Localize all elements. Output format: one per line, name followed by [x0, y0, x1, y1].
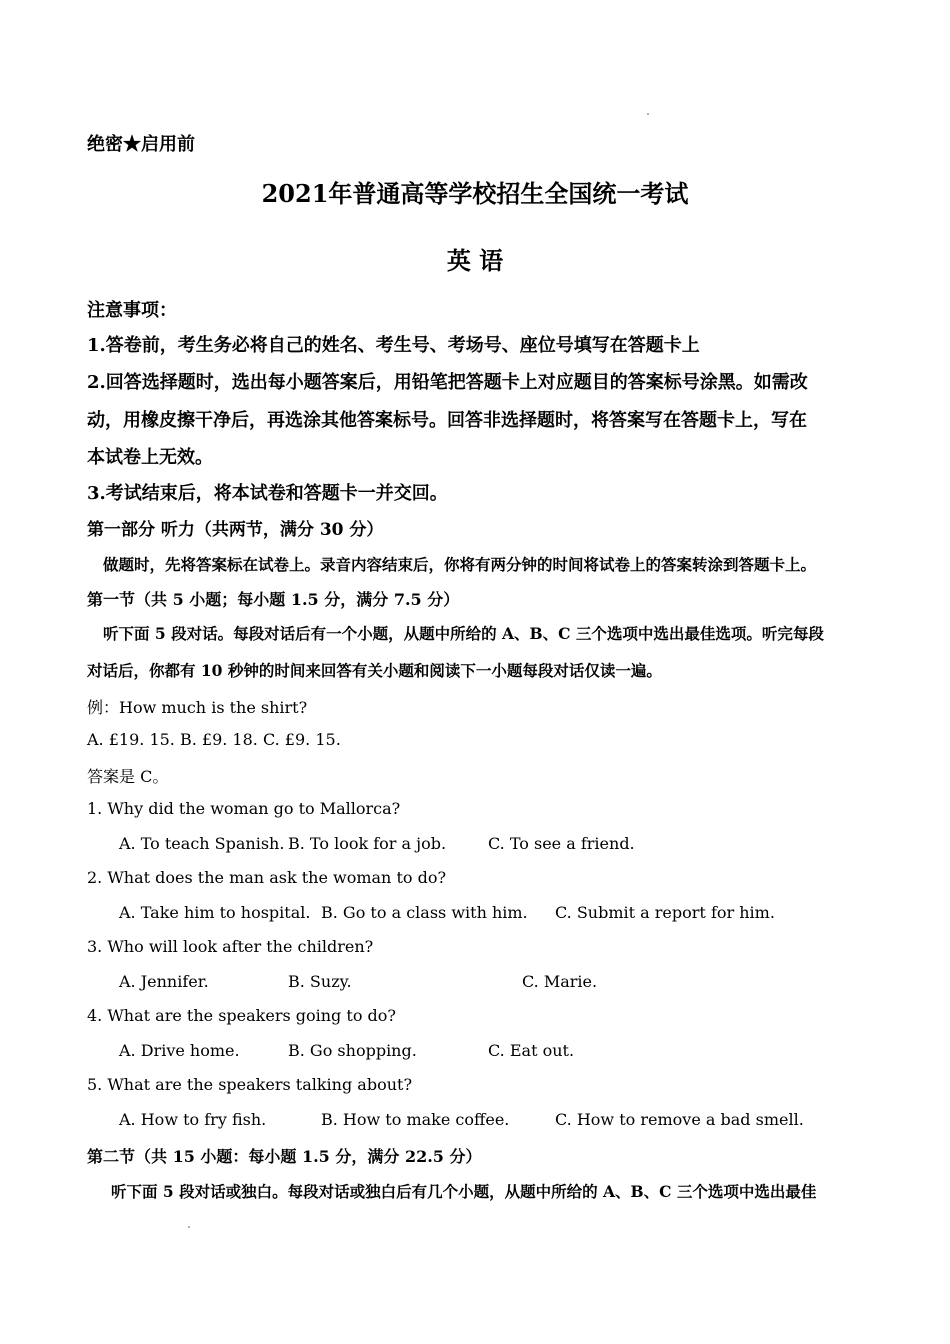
section2-heading: 第二节（共 15 小题：每小题 1.5 分，满分 22.5 分）	[87, 1147, 482, 1166]
q5-option-b: B. How to make coffee.	[321, 1110, 510, 1129]
q2-option-c: C. Submit a report for him.	[555, 903, 775, 922]
notice-item-2-line-3: 本试卷上无效。	[87, 447, 213, 468]
question-4: 4. What are the speakers going to do?	[87, 1006, 396, 1025]
example-answer: 答案是 C。	[87, 767, 169, 786]
q1-option-a: A. To teach Spanish.	[119, 834, 285, 853]
q3-option-a: A. Jennifer.	[119, 972, 209, 991]
q5-option-c: C. How to remove a bad smell.	[555, 1110, 804, 1129]
q5-option-a: A. How to fry fish.	[119, 1110, 267, 1129]
notice-item-3: 3.考试结束后，将本试卷和答题卡一并交回。	[87, 483, 448, 504]
section1-heading: 第一节（共 5 小题；每小题 1.5 分，满分 7.5 分）	[87, 590, 460, 609]
question-1: 1. Why did the woman go to Mallorca?	[87, 799, 401, 818]
q1-option-b: B. To look for a job.	[288, 834, 447, 853]
q2-option-a: A. Take him to hospital.	[119, 903, 311, 922]
q2-option-b: B. Go to a class with him.	[321, 903, 528, 922]
question-3: 3. Who will look after the children?	[87, 937, 374, 956]
scan-speck	[188, 1226, 190, 1228]
notice-item-1: 1.答卷前，考生务必将自己的姓名、考生号、考场号、座位号填写在答题卡上	[87, 335, 700, 356]
part1-instruction: 做题时，先将答案标在试卷上。录音内容结束后，你将有两分钟的时间将试卷上的答案转涂到答题卡上。	[103, 555, 817, 574]
example-question: 例：How much is the shirt?	[87, 698, 308, 717]
section1-instruction-line-1: 听下面 5 段对话。每段对话后有一个小题，从题中所给的 A、B、C 三个选项中选出最佳选项。听完每段	[103, 624, 824, 643]
q4-option-c: C. Eat out.	[488, 1041, 575, 1060]
q4-option-a: A. Drive home.	[119, 1041, 240, 1060]
q1-option-c: C. To see a friend.	[488, 834, 635, 853]
question-5: 5. What are the speakers talking about?	[87, 1075, 413, 1094]
part1-heading: 第一部分 听力（共两节，满分 30 分）	[87, 520, 384, 540]
notice-item-2-line-1: 2.回答选择题时，选出每小题答案后，用铅笔把答题卡上对应题目的答案标号涂黑。如需改	[87, 372, 808, 393]
notice-item-2-line-2: 动，用橡皮擦干净后，再选涂其他答案标号。回答非选择题时，将答案写在答题卡上，写在	[87, 410, 807, 431]
question-2: 2. What does the man ask the woman to do?	[87, 868, 447, 887]
q3-option-b: B. Suzy.	[288, 972, 352, 991]
section1-instruction-line-2: 对话后，你都有 10 秒钟的时间来回答有关小题和阅读下一小题每段对话仅读一遍。	[87, 661, 662, 680]
notice-heading: 注意事项：	[87, 300, 177, 321]
q3-option-c: C. Marie.	[522, 972, 598, 991]
secret-mark: 绝密★启用前	[87, 134, 195, 155]
scan-speck	[647, 113, 649, 115]
example-options: A. £19. 15. B. £9. 18. C. £9. 15.	[87, 730, 341, 749]
q4-option-b: B. Go shopping.	[288, 1041, 417, 1060]
subject-title: 英 语	[446, 246, 504, 275]
exam-title: 2021年普通高等学校招生全国统一考试	[261, 179, 689, 208]
section2-instruction: 听下面 5 段对话或独白。每段对话或独白后有几个小题，从题中所给的 A、B、C 三个选项中选出最佳	[111, 1182, 817, 1201]
